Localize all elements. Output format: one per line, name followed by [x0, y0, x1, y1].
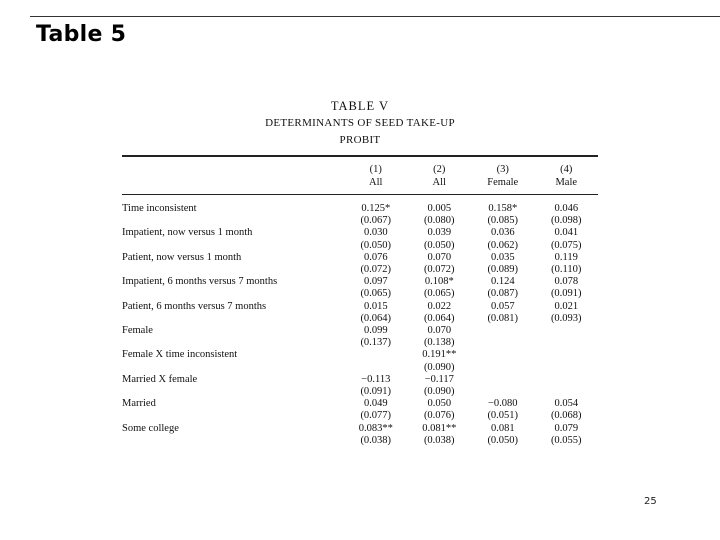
column-number: (1)	[369, 164, 382, 175]
coefficient-cell: −0.080	[487, 398, 518, 410]
header-blank-cell	[122, 163, 344, 176]
coefficient-cell: 0.191**	[422, 349, 457, 361]
standard-error-cell: (0.093)	[550, 312, 582, 324]
standard-error-cell: (0.051)	[487, 410, 519, 422]
coefficient-cell: 0.046	[554, 203, 579, 214]
coefficient-cell	[471, 325, 535, 337]
table-label: TABLE V	[330, 99, 390, 113]
standard-error-cell: (0.110)	[551, 264, 582, 276]
standard-error-row	[122, 288, 598, 300]
standard-error-cell: (0.050)	[423, 239, 455, 251]
variable-name: Patient, now versus 1 month	[122, 251, 242, 263]
regression-table	[122, 163, 598, 189]
blank-cell	[122, 337, 344, 349]
coefficient-row	[122, 398, 598, 410]
standard-error-cell: (0.064)	[360, 312, 392, 324]
coefficient-cell: −0.117	[424, 373, 454, 385]
variable-name: Female X time inconsistent	[122, 349, 238, 361]
coefficient-cell: 0.035	[490, 251, 515, 263]
standard-error-cell: (0.091)	[360, 386, 392, 398]
coefficient-cell: 0.081	[490, 422, 515, 434]
standard-error-cell: (0.064)	[423, 312, 455, 324]
slide-title: Table 5	[36, 22, 127, 47]
variable-name: Female	[122, 325, 153, 337]
standard-error-row	[122, 313, 598, 325]
regression-table-body	[122, 203, 598, 447]
standard-error-cell: (0.062)	[487, 239, 519, 251]
standard-error-cell: (0.055)	[550, 434, 582, 446]
variable-name: Some college	[122, 422, 179, 434]
column-number: (3)	[496, 164, 509, 175]
standard-error-cell: (0.075)	[550, 239, 582, 251]
blank-cell	[122, 362, 344, 374]
coefficient-cell: −0.113	[361, 373, 391, 385]
standard-error-cell	[535, 362, 599, 374]
column-number: (4)	[560, 164, 573, 175]
coefficient-cell: 0.070	[427, 251, 452, 263]
coefficient-cell: 0.022	[427, 300, 452, 312]
coefficient-cell: 0.021	[554, 300, 579, 312]
standard-error-row	[122, 337, 598, 349]
coefficient-cell: 0.125*	[361, 203, 391, 214]
coefficient-cell: 0.079	[554, 422, 579, 434]
coefficient-cell: 0.015	[363, 300, 388, 312]
table-caption	[122, 98, 598, 149]
regression-table-figure	[122, 98, 598, 447]
coefficient-cell	[535, 349, 599, 361]
top-rule	[30, 16, 720, 17]
blank-cell	[122, 240, 344, 252]
coefficient-cell	[344, 349, 408, 361]
standard-error-row	[122, 215, 598, 227]
coefficient-row	[122, 325, 598, 337]
standard-error-cell: (0.138)	[423, 337, 455, 349]
blank-cell	[122, 215, 344, 227]
standard-error-cell: (0.072)	[360, 264, 392, 276]
coefficient-cell: 0.108*	[424, 276, 454, 288]
coefficient-cell: 0.036	[490, 227, 515, 239]
standard-error-cell: (0.065)	[423, 288, 455, 300]
standard-error-row	[122, 264, 598, 276]
blank-cell	[122, 386, 344, 398]
blank-cell	[122, 288, 344, 300]
standard-error-row	[122, 435, 598, 447]
coefficient-cell: 0.057	[490, 300, 515, 312]
standard-error-cell: (0.076)	[423, 410, 455, 422]
coefficient-cell: 0.041	[554, 227, 579, 239]
coefficient-cell: 0.158*	[488, 203, 518, 214]
coefficient-cell: 0.049	[363, 398, 388, 410]
coefficient-cell: 0.054	[554, 398, 579, 410]
standard-error-row	[122, 240, 598, 252]
column-label: Male	[555, 177, 578, 188]
coefficient-row	[122, 374, 598, 386]
column-label: All	[432, 177, 446, 188]
column-label: All	[369, 177, 383, 188]
coefficient-row	[122, 423, 598, 435]
standard-error-row	[122, 386, 598, 398]
standard-error-cell: (0.137)	[360, 337, 392, 349]
standard-error-cell: (0.077)	[360, 410, 392, 422]
coefficient-row	[122, 227, 598, 239]
coefficient-cell	[471, 349, 535, 361]
standard-error-cell: (0.091)	[550, 288, 582, 300]
coefficient-cell: 0.005	[427, 203, 452, 214]
standard-error-row	[122, 362, 598, 374]
standard-error-cell: (0.080)	[423, 215, 455, 227]
standard-error-cell: (0.038)	[423, 434, 455, 446]
standard-error-cell	[471, 386, 535, 398]
coefficient-cell	[535, 325, 599, 337]
blank-cell	[122, 435, 344, 447]
coefficient-row	[122, 252, 598, 264]
standard-error-cell: (0.067)	[360, 215, 392, 227]
coefficient-cell	[535, 374, 599, 386]
page-number: 25	[644, 496, 657, 507]
table-title: DETERMINANTS OF SEED TAKE-UP	[265, 117, 455, 129]
standard-error-cell	[471, 337, 535, 349]
coefficient-cell: 0.081**	[422, 422, 457, 434]
coefficient-row	[122, 203, 598, 215]
coefficient-cell: 0.099	[363, 325, 388, 337]
standard-error-row	[122, 410, 598, 422]
coefficient-cell: 0.083**	[358, 422, 393, 434]
standard-error-cell: (0.090)	[423, 386, 455, 398]
standard-error-cell	[344, 362, 408, 374]
column-label-row	[122, 176, 598, 189]
coefficient-cell: 0.050	[427, 398, 452, 410]
variable-name: Married X female	[122, 373, 198, 385]
coefficient-cell: 0.039	[427, 227, 452, 239]
coefficient-cell: 0.124	[490, 276, 515, 288]
standard-error-cell	[535, 386, 599, 398]
standard-error-cell: (0.038)	[360, 434, 392, 446]
blank-cell	[122, 313, 344, 325]
standard-error-cell	[535, 337, 599, 349]
column-number-row	[122, 163, 598, 176]
coefficient-cell: 0.078	[554, 276, 579, 288]
blank-cell	[122, 410, 344, 422]
table-subtitle: PROBIT	[339, 134, 381, 146]
blank-cell	[122, 264, 344, 276]
standard-error-cell: (0.081)	[487, 312, 519, 324]
standard-error-cell: (0.072)	[423, 264, 455, 276]
column-label: Female	[487, 177, 519, 188]
standard-error-cell: (0.087)	[487, 288, 519, 300]
standard-error-cell: (0.068)	[550, 410, 582, 422]
coefficient-cell: 0.097	[363, 276, 388, 288]
standard-error-cell: (0.089)	[487, 264, 519, 276]
coefficient-cell: 0.070	[427, 325, 452, 337]
standard-error-cell: (0.085)	[487, 215, 519, 227]
coefficient-cell: 0.119	[554, 251, 578, 263]
variable-name: Impatient, now versus 1 month	[122, 227, 253, 239]
standard-error-cell	[471, 362, 535, 374]
standard-error-cell: (0.050)	[360, 239, 392, 251]
header-blank-cell	[122, 176, 344, 189]
column-number: (2)	[433, 164, 446, 175]
variable-name: Impatient, 6 months versus 7 months	[122, 276, 278, 288]
standard-error-cell: (0.098)	[550, 215, 582, 227]
coefficient-cell: 0.030	[363, 227, 388, 239]
coefficient-row	[122, 276, 598, 288]
coefficient-cell	[471, 374, 535, 386]
coefficient-cell: 0.076	[363, 251, 388, 263]
standard-error-cell: (0.090)	[423, 361, 455, 373]
variable-name: Patient, 6 months versus 7 months	[122, 300, 267, 312]
variable-name: Married	[122, 398, 156, 410]
standard-error-cell: (0.050)	[487, 434, 519, 446]
coefficient-row	[122, 349, 598, 361]
standard-error-cell: (0.065)	[360, 288, 392, 300]
variable-name: Time inconsistent	[122, 203, 197, 214]
coefficient-row	[122, 301, 598, 313]
